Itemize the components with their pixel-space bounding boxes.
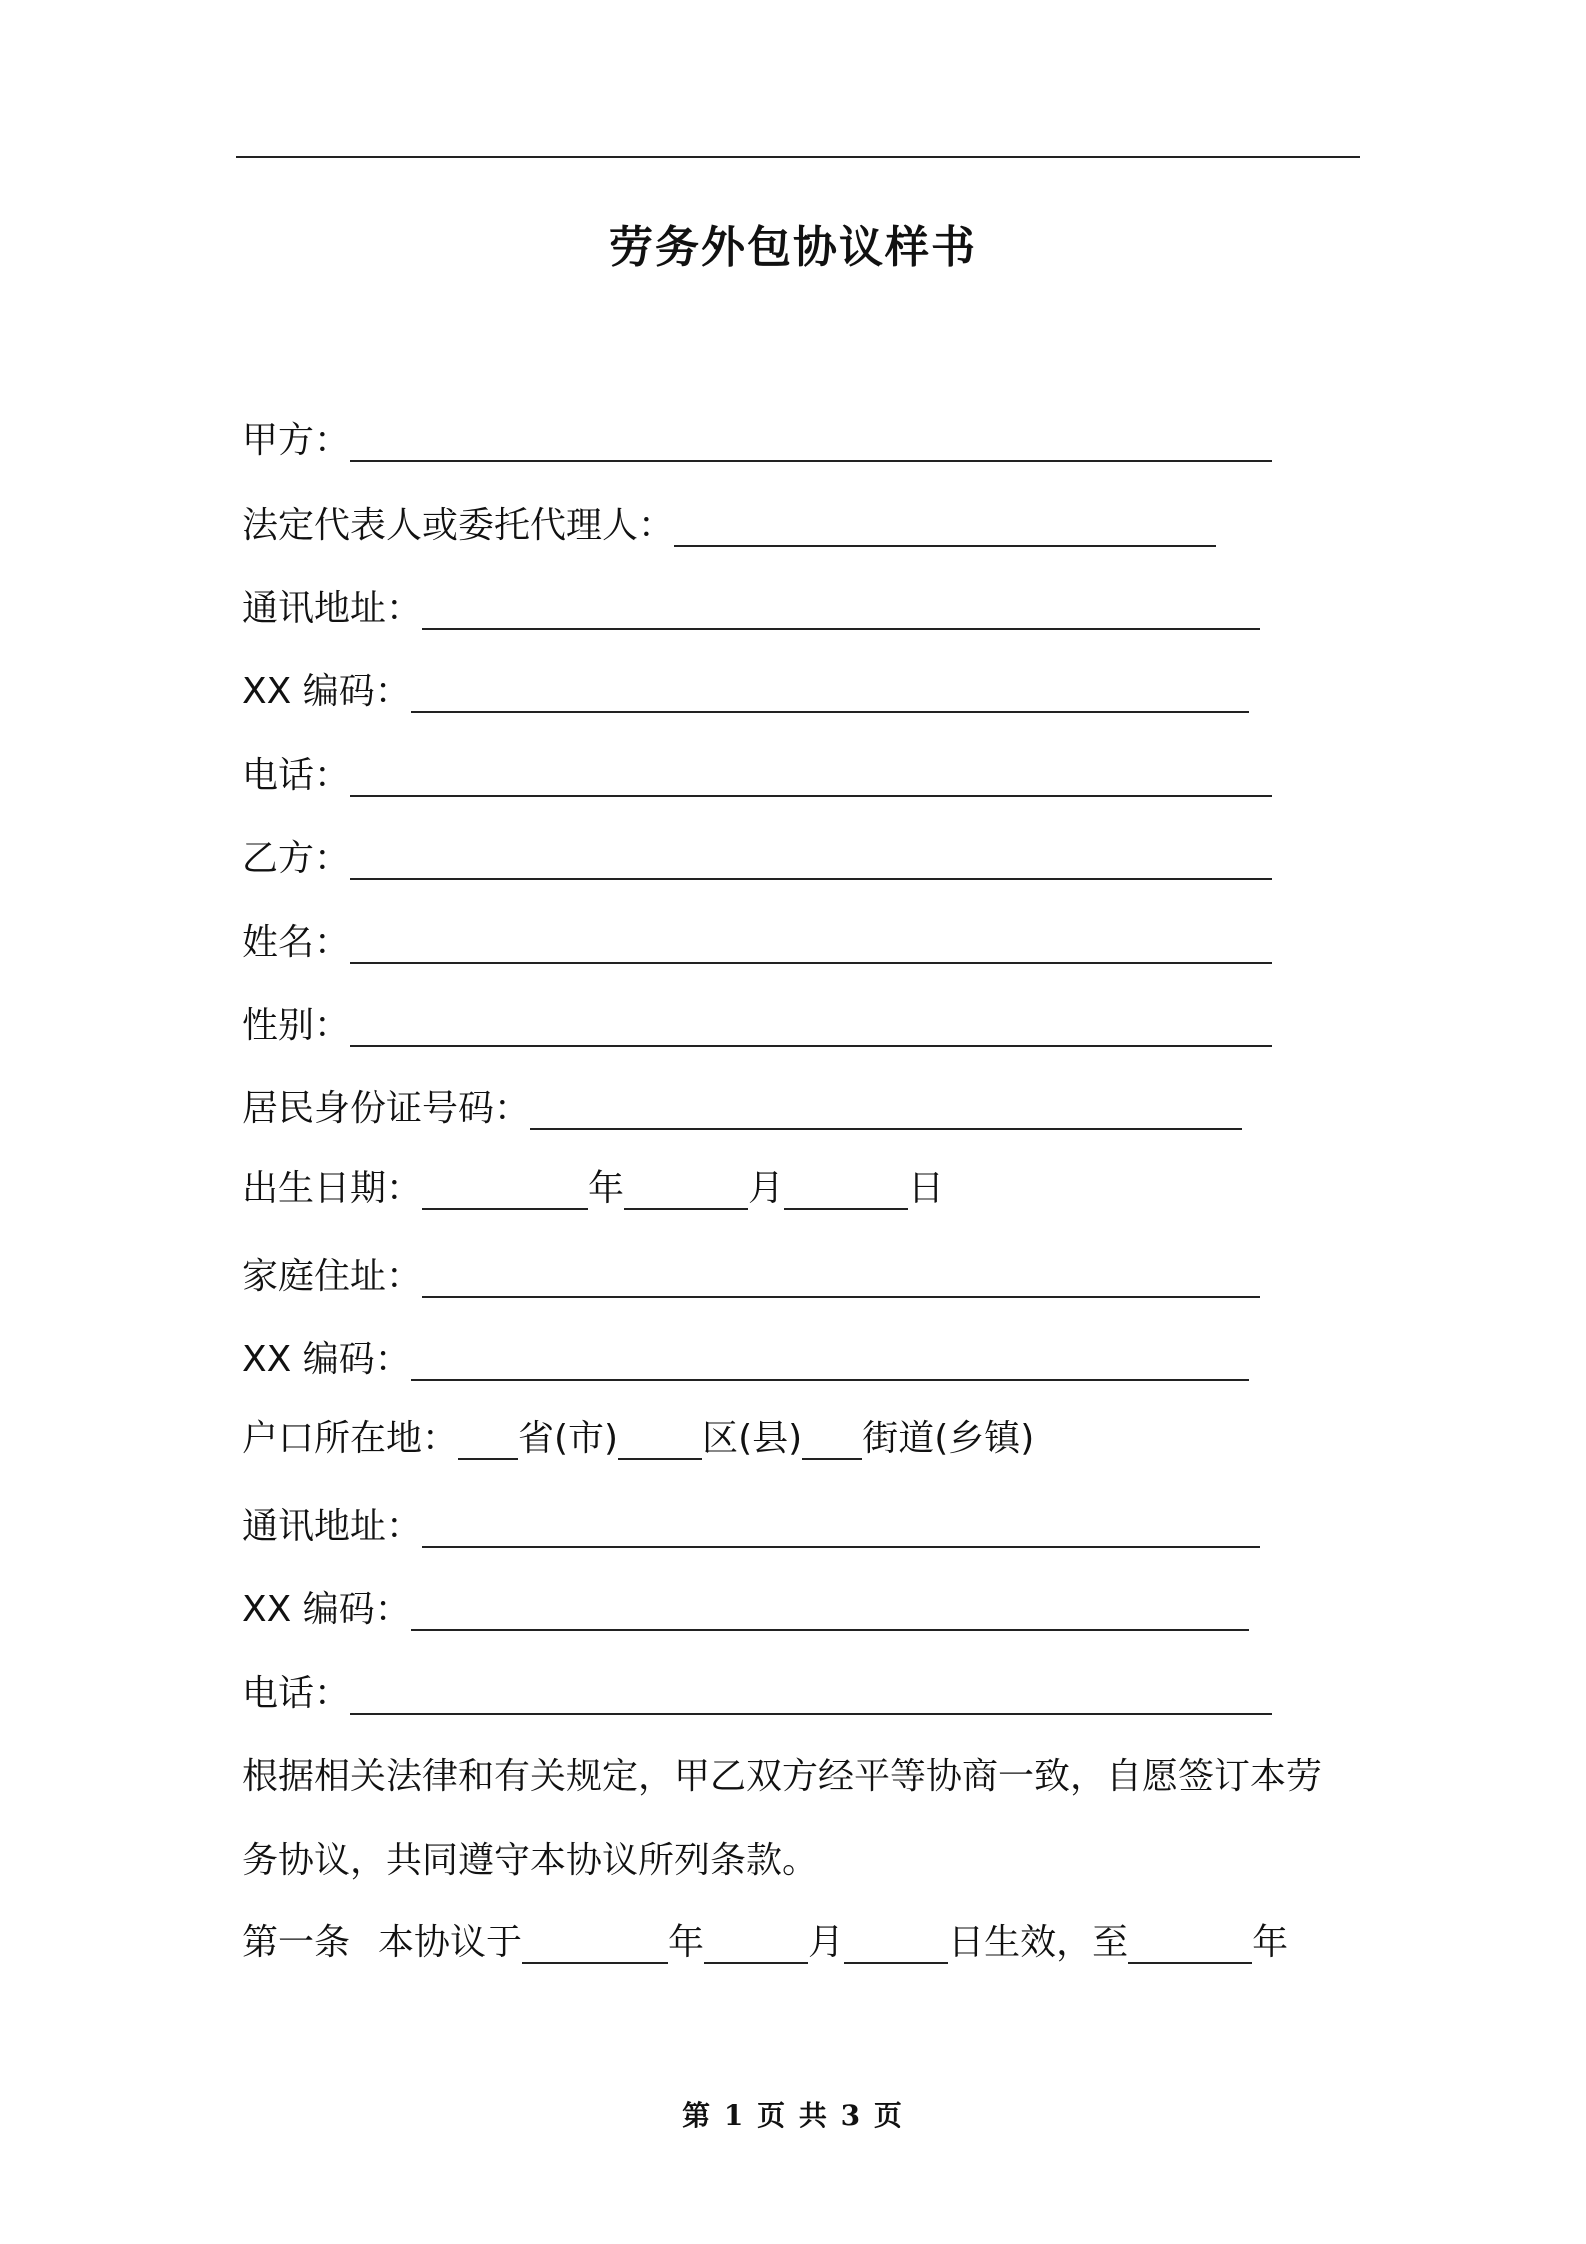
party-a-blank[interactable]: [350, 422, 1272, 462]
hukou-province-blank[interactable]: [458, 1420, 518, 1460]
birth-day-unit: 日: [908, 1168, 945, 1209]
header-rule: [236, 156, 1360, 158]
party-b-home-label: 家庭住址：: [242, 1256, 423, 1297]
party-b-postcode-label: XX 编码：: [242, 1339, 411, 1380]
hukou-province-unit: 省(市): [518, 1418, 619, 1459]
article-1-year2-unit: 年: [1252, 1922, 1289, 1963]
hukou-street-blank[interactable]: [802, 1420, 862, 1460]
birth-day-blank[interactable]: [784, 1170, 908, 1210]
party-b-phone-blank[interactable]: [350, 1675, 1272, 1715]
birth-year-unit: 年: [588, 1168, 625, 1209]
article-1-month-blank[interactable]: [704, 1924, 808, 1964]
party-a-postcode-blank[interactable]: [411, 673, 1249, 713]
party-b-postcode2-row: [242, 1585, 1249, 1635]
article-1-day-blank[interactable]: [844, 1924, 948, 1964]
party-b-hukou-row: [242, 1414, 1034, 1464]
party-b-postcode2-blank[interactable]: [411, 1591, 1249, 1631]
party-b-gender-blank[interactable]: [350, 1007, 1272, 1047]
party-a-rep-blank[interactable]: [674, 507, 1216, 547]
preamble-line-2: 务协议，共同遵守本协议所列条款。: [242, 1840, 819, 1881]
preamble-line-1: 根据相关法律和有关规定，甲乙双方经平等协商一致，自愿签订本劳: [242, 1756, 1323, 1797]
party-b-home-blank[interactable]: [422, 1258, 1260, 1298]
party-b-id-row: [242, 1084, 1242, 1134]
party-a-rep-label: 法定代表人或委托代理人：: [242, 505, 675, 546]
party-b-hukou-label: 户口所在地：: [242, 1418, 459, 1459]
hukou-street-unit: 街道(乡镇): [862, 1418, 1035, 1459]
party-a-phone-blank[interactable]: [350, 757, 1272, 797]
document-title: 劳务外包协议样书: [609, 222, 977, 273]
party-b-phone-row: [242, 1669, 1272, 1719]
party-a-postcode-label: XX 编码：: [242, 671, 411, 712]
party-b-birth-label: 出生日期：: [242, 1168, 423, 1209]
page-footer: 第 1 页 共 3 页: [682, 2099, 904, 2132]
party-a-postcode-row: [242, 667, 1249, 717]
article-1-text: 本协议于: [378, 1922, 523, 1963]
party-b-name-row: [242, 918, 1272, 968]
birth-year-blank[interactable]: [422, 1170, 588, 1210]
party-b-row: [242, 834, 1272, 884]
birth-month-blank[interactable]: [624, 1170, 748, 1210]
hukou-district-unit: 区(县): [702, 1418, 803, 1459]
party-b-birth-row: [242, 1164, 944, 1214]
party-a-address-row: [242, 584, 1260, 634]
article-1-year-unit: 年: [668, 1922, 705, 1963]
party-b-label: 乙方：: [242, 838, 351, 879]
party-b-postcode-blank[interactable]: [411, 1341, 1249, 1381]
party-a-phone-row: [242, 751, 1272, 801]
party-b-gender-label: 性别：: [242, 1005, 351, 1046]
party-b-gender-row: [242, 1001, 1272, 1051]
party-a-label: 甲方：: [242, 420, 351, 461]
party-b-phone-label: 电话：: [242, 1673, 351, 1714]
party-b-id-blank[interactable]: [530, 1090, 1242, 1130]
article-1-year2-blank[interactable]: [1128, 1924, 1252, 1964]
party-a-phone-label: 电话：: [242, 755, 351, 796]
birth-month-unit: 月: [748, 1168, 785, 1209]
article-1-label: 第一条: [242, 1922, 351, 1963]
party-a-row: [242, 416, 1272, 466]
party-b-name-label: 姓名：: [242, 922, 351, 963]
party-b-home-row: [242, 1252, 1260, 1302]
hukou-district-blank[interactable]: [618, 1420, 702, 1460]
party-a-rep-row: [242, 501, 1216, 551]
party-b-address-label: 通讯地址：: [242, 1506, 423, 1547]
party-a-address-label: 通讯地址：: [242, 588, 423, 629]
article-1-year-blank[interactable]: [522, 1924, 668, 1964]
article-1-month-unit: 月: [808, 1922, 845, 1963]
party-b-blank[interactable]: [350, 840, 1272, 880]
article-1-row: [242, 1918, 1288, 1968]
party-b-address-row: [242, 1502, 1260, 1552]
party-b-id-label: 居民身份证号码：: [242, 1088, 531, 1129]
party-b-postcode2-label: XX 编码：: [242, 1589, 411, 1630]
party-b-address-blank[interactable]: [422, 1508, 1260, 1548]
party-a-address-blank[interactable]: [422, 590, 1260, 630]
article-1-effective-text: 日生效，至: [948, 1922, 1129, 1963]
party-b-postcode-row: [242, 1335, 1249, 1385]
party-b-name-blank[interactable]: [350, 924, 1272, 964]
